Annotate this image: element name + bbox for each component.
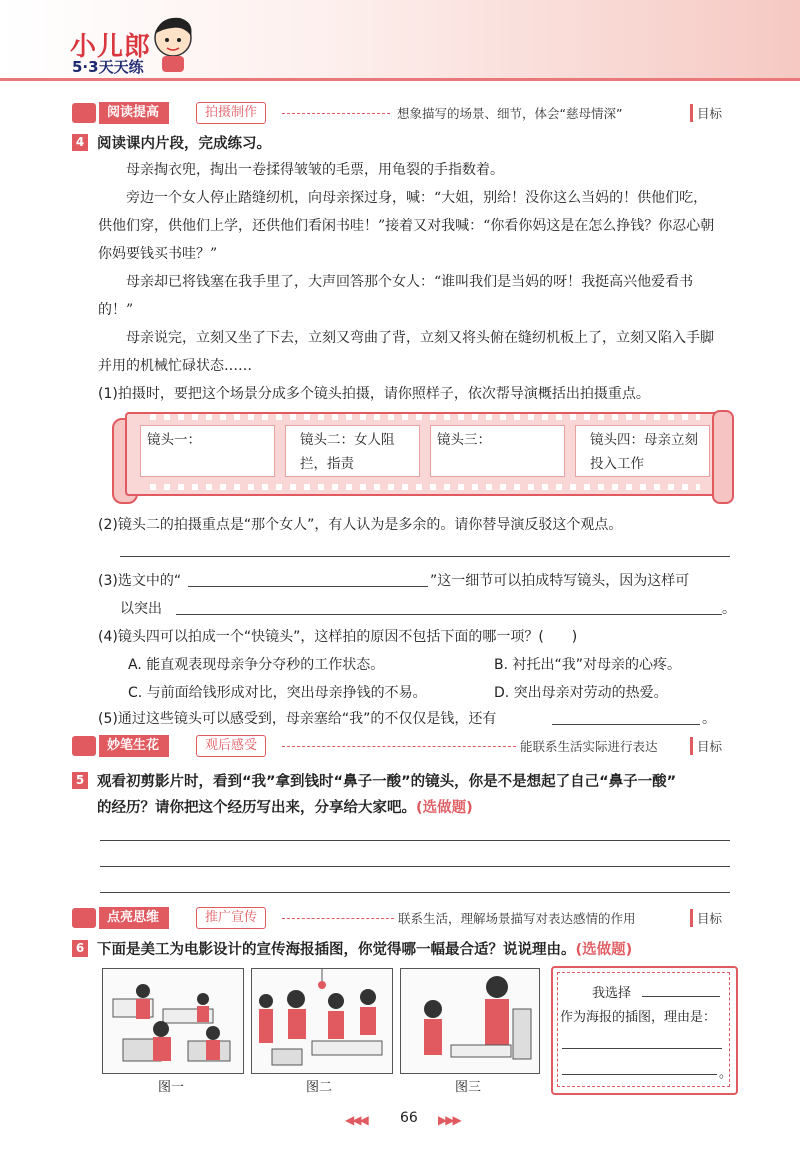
question-number: 5 xyxy=(72,772,88,789)
passage-paragraph: 旁边一个女人停止踏缝纫机，向母亲探过身，喊：“大姐，别给！没你这么当妈的！供他们吃，供他们穿，供他们上学，还供他们看闲书哇！”接着又对我喊：“你看你妈这是在怎么挣钱？你忍心朝你妈要钱买书哇？” xyxy=(98,190,715,262)
shot-label: 镜头二： xyxy=(300,432,354,448)
reason-line[interactable] xyxy=(562,1074,717,1075)
question-text-line1: 观看初剪影片时，看到“我”拿到钱时“鼻子一酸”的镜头，你是不是想起了自己“鼻子一酸” xyxy=(97,774,677,790)
reason-label: 作为海报的插图，理由是： xyxy=(560,1010,717,1025)
passage-paragraph: 母亲却已将钱塞在我手里了，大声回答那个女人：“谁叫我们是当妈的呀！我挺高兴他爱看书的！” xyxy=(98,274,694,318)
section-goal: 联系生活，理解场景描写对表达感情的作用 xyxy=(398,911,636,926)
question-text: 的经历？请你把这个经历写出来，分享给大家吧。 xyxy=(97,800,416,816)
option-a[interactable]: A. 能直观表现母亲争分夺秒的工作状态。 xyxy=(128,657,385,673)
sub-question-3-start: (3)选文中的“ xyxy=(98,573,182,589)
section-tag-writing: 妙笔生花 xyxy=(99,735,169,757)
option-d[interactable]: D. 突出母亲对劳动的热爱。 xyxy=(494,685,668,701)
sub-question-1: (1)拍摄时，要把这个场景分成多个镜头拍摄，请你照样子，依次帮导演概括出拍摄重点。 xyxy=(98,386,650,402)
section-tag-thinking: 点亮思维 xyxy=(99,907,169,929)
box-end-mark: 。 xyxy=(719,1066,733,1081)
shot-label: 镜头三： xyxy=(437,432,491,448)
question-text-line2 xyxy=(97,796,473,817)
passage-paragraph: 母亲掏衣兜，掏出一卷揉得皱皱的毛票，用龟裂的手指数着。 xyxy=(126,162,504,178)
choice-blank[interactable] xyxy=(642,996,720,997)
passage-paragraph: 母亲说完，立刻又坐了下去，立刻又弯曲了背，立刻又将头俯在缝纫机板上了，立刻又陷入手脚并用的机械忙碌状态…… xyxy=(98,330,714,374)
section-goal: 能联系生活实际进行表达 xyxy=(520,739,658,754)
answer-line[interactable] xyxy=(100,892,730,893)
answer-line[interactable] xyxy=(120,556,730,557)
caption-figure-3: 图三 xyxy=(455,1080,482,1095)
sub-question-2: (2)镜头二的拍摄重点是“那个女人”，有人认为是多余的。请你替导演反驳这个观点。 xyxy=(98,517,623,533)
book-icon xyxy=(72,103,96,123)
caption-figure-1: 图一 xyxy=(158,1080,185,1095)
reason-line[interactable] xyxy=(562,1048,722,1049)
shot-label: 镜头一： xyxy=(147,432,201,448)
goal-label: 目标 xyxy=(690,737,722,755)
shot-frame-1[interactable] xyxy=(140,425,275,477)
brand-logo: 小儿郎 xyxy=(70,32,152,62)
shot-frame-4[interactable] xyxy=(575,425,710,477)
book-icon xyxy=(72,908,96,928)
question-text: 下面是美工为电影设计的宣传海报插图，你觉得哪一幅最合适？说说理由。 xyxy=(97,942,576,958)
caption-figure-2: 图二 xyxy=(306,1080,333,1095)
poster-illustration-1[interactable] xyxy=(102,968,244,1074)
sub-question-5: (5)通过这些镜头可以感受到，母亲塞给“我”的不仅仅是钱，还有 xyxy=(98,711,497,727)
goal-label: 目标 xyxy=(690,104,722,122)
shot-frame-2[interactable] xyxy=(285,425,420,477)
optional-label: (选做题) xyxy=(416,800,473,816)
choose-label: 我选择 xyxy=(592,986,632,1001)
option-c[interactable]: C. 与前面给钱形成对比，突出母亲挣钱的不易。 xyxy=(128,685,427,701)
section-tag-reading: 阅读提高 xyxy=(99,102,169,124)
section-divider xyxy=(282,113,390,114)
sub-question-3-mid: ”这一细节可以拍成特写镜头，因为这样可 xyxy=(430,573,690,589)
poster-illustration-2[interactable] xyxy=(251,968,393,1074)
film-perforations xyxy=(150,484,700,490)
shot-content: 母亲立刻投入工作 xyxy=(590,432,698,472)
section-subtag-filming: 拍摄制作 xyxy=(196,102,266,124)
header-divider xyxy=(0,78,800,81)
shot-content: 女人阻拦，指责 xyxy=(300,432,395,472)
mascot-icon xyxy=(150,14,196,74)
sub-question-3-cont: 以突出 xyxy=(120,601,162,617)
left-arrows-icon: ◀◀◀ xyxy=(345,1113,367,1127)
section-goal: 想象描写的场景、细节，体会“慈母情深” xyxy=(397,106,623,121)
page-number: 66 xyxy=(400,1110,418,1126)
book-icon xyxy=(72,736,96,756)
right-arrows-icon: ▶▶▶ xyxy=(438,1113,460,1127)
series-label: 5·3天天练 xyxy=(72,58,144,76)
answer-line[interactable] xyxy=(100,866,730,867)
answer-blank[interactable] xyxy=(188,586,428,587)
option-b[interactable]: B. 衬托出“我”对母亲的心疼。 xyxy=(494,657,682,673)
sub-question-4: (4)镜头四可以拍成一个“快镜头”，这样拍的原因不包括下面的哪一项？( ) xyxy=(98,629,578,645)
shot-frame-3[interactable] xyxy=(430,425,565,477)
sub-question-5-end: 。 xyxy=(702,711,716,727)
section-subtag-promotion: 推广宣传 xyxy=(196,907,266,929)
section-subtag-reflection: 观后感受 xyxy=(196,735,266,757)
film-roll-right xyxy=(712,410,734,504)
answer-box-inner xyxy=(557,972,733,1087)
poster-illustration-3[interactable] xyxy=(400,968,540,1074)
answer-blank[interactable] xyxy=(176,614,722,615)
answer-blank[interactable] xyxy=(552,724,700,725)
section-divider xyxy=(282,746,516,747)
section-divider xyxy=(282,918,394,919)
sub-question-3-end: 。 xyxy=(722,601,736,617)
answer-line[interactable] xyxy=(100,840,730,841)
goal-label: 目标 xyxy=(690,909,722,927)
question-number: 6 xyxy=(72,940,88,957)
optional-label: (选做题) xyxy=(575,942,633,958)
question-title: 阅读课内片段，完成练习。 xyxy=(97,136,271,152)
shot-label: 镜头四： xyxy=(590,432,644,448)
film-perforations xyxy=(150,414,700,420)
question-number: 4 xyxy=(72,134,88,151)
question-title xyxy=(97,938,632,959)
